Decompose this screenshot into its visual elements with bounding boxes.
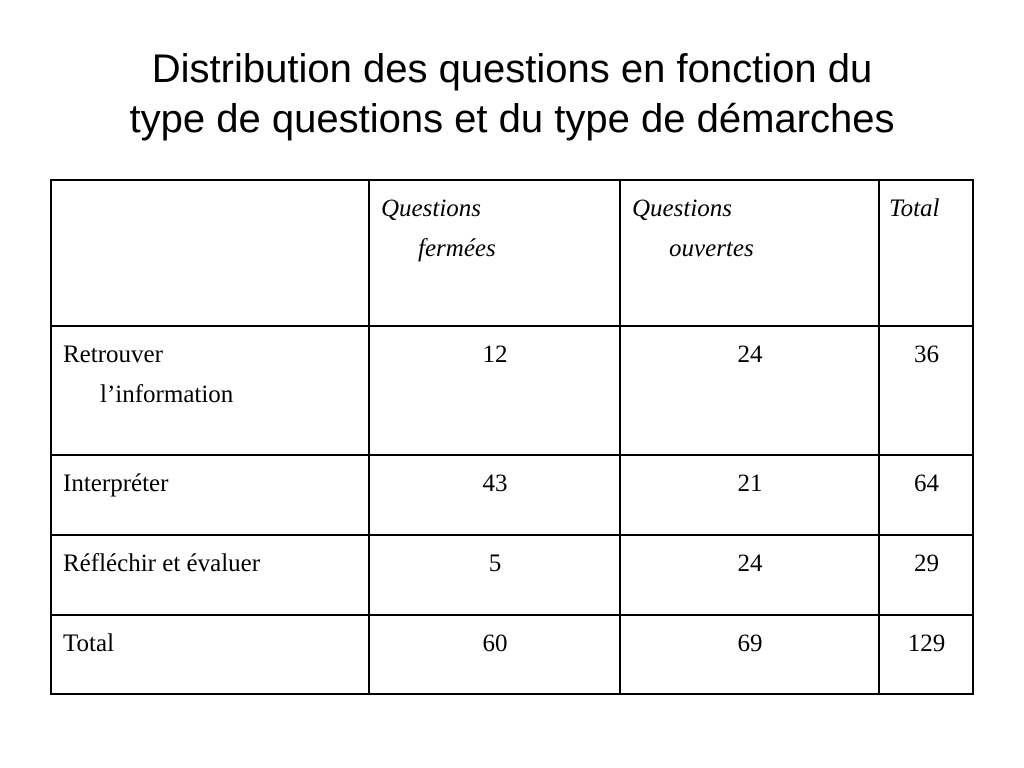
row-label-total: Total [51,615,369,694]
column-header-text: Questions [381,195,481,222]
corner-cell [51,180,369,326]
column-header-total: Total [879,180,973,326]
table-header-row [51,180,973,326]
cell-closed: 43 [369,455,620,535]
column-header-text: Questions [632,195,732,222]
column-header-text: fermées [418,235,496,262]
row-label-text: Retrouver [63,341,163,368]
cell-open: 21 [620,455,879,535]
cell-open: 24 [620,535,879,615]
cell-total: 64 [879,455,973,535]
cell-closed: 12 [369,326,620,455]
page-title [0,44,1024,144]
column-header-closed-questions [369,180,620,326]
row-label-reflect-evaluate: Réfléchir et évaluer [51,535,369,615]
distribution-table [50,179,974,695]
cell-total: 29 [879,535,973,615]
page-title-line-1: Distribution des questions en fonction du [151,47,873,91]
page-title-line-2: type de questions et du type de démarches [129,97,895,141]
cell-closed: 5 [369,535,620,615]
cell-total: 36 [879,326,973,455]
table-row [51,326,973,455]
cell-total: 129 [879,615,973,694]
table-row [51,535,973,615]
table-row-total [51,615,973,694]
cell-closed: 60 [369,615,620,694]
row-label-retrieve-information [51,326,369,455]
column-header-open-questions [620,180,879,326]
column-header-text: ouvertes [669,235,754,262]
row-label-interpret: Interpréter [51,455,369,535]
row-label-text: l’information [100,381,234,408]
cell-open: 24 [620,326,879,455]
cell-open: 69 [620,615,879,694]
table-row [51,455,973,535]
